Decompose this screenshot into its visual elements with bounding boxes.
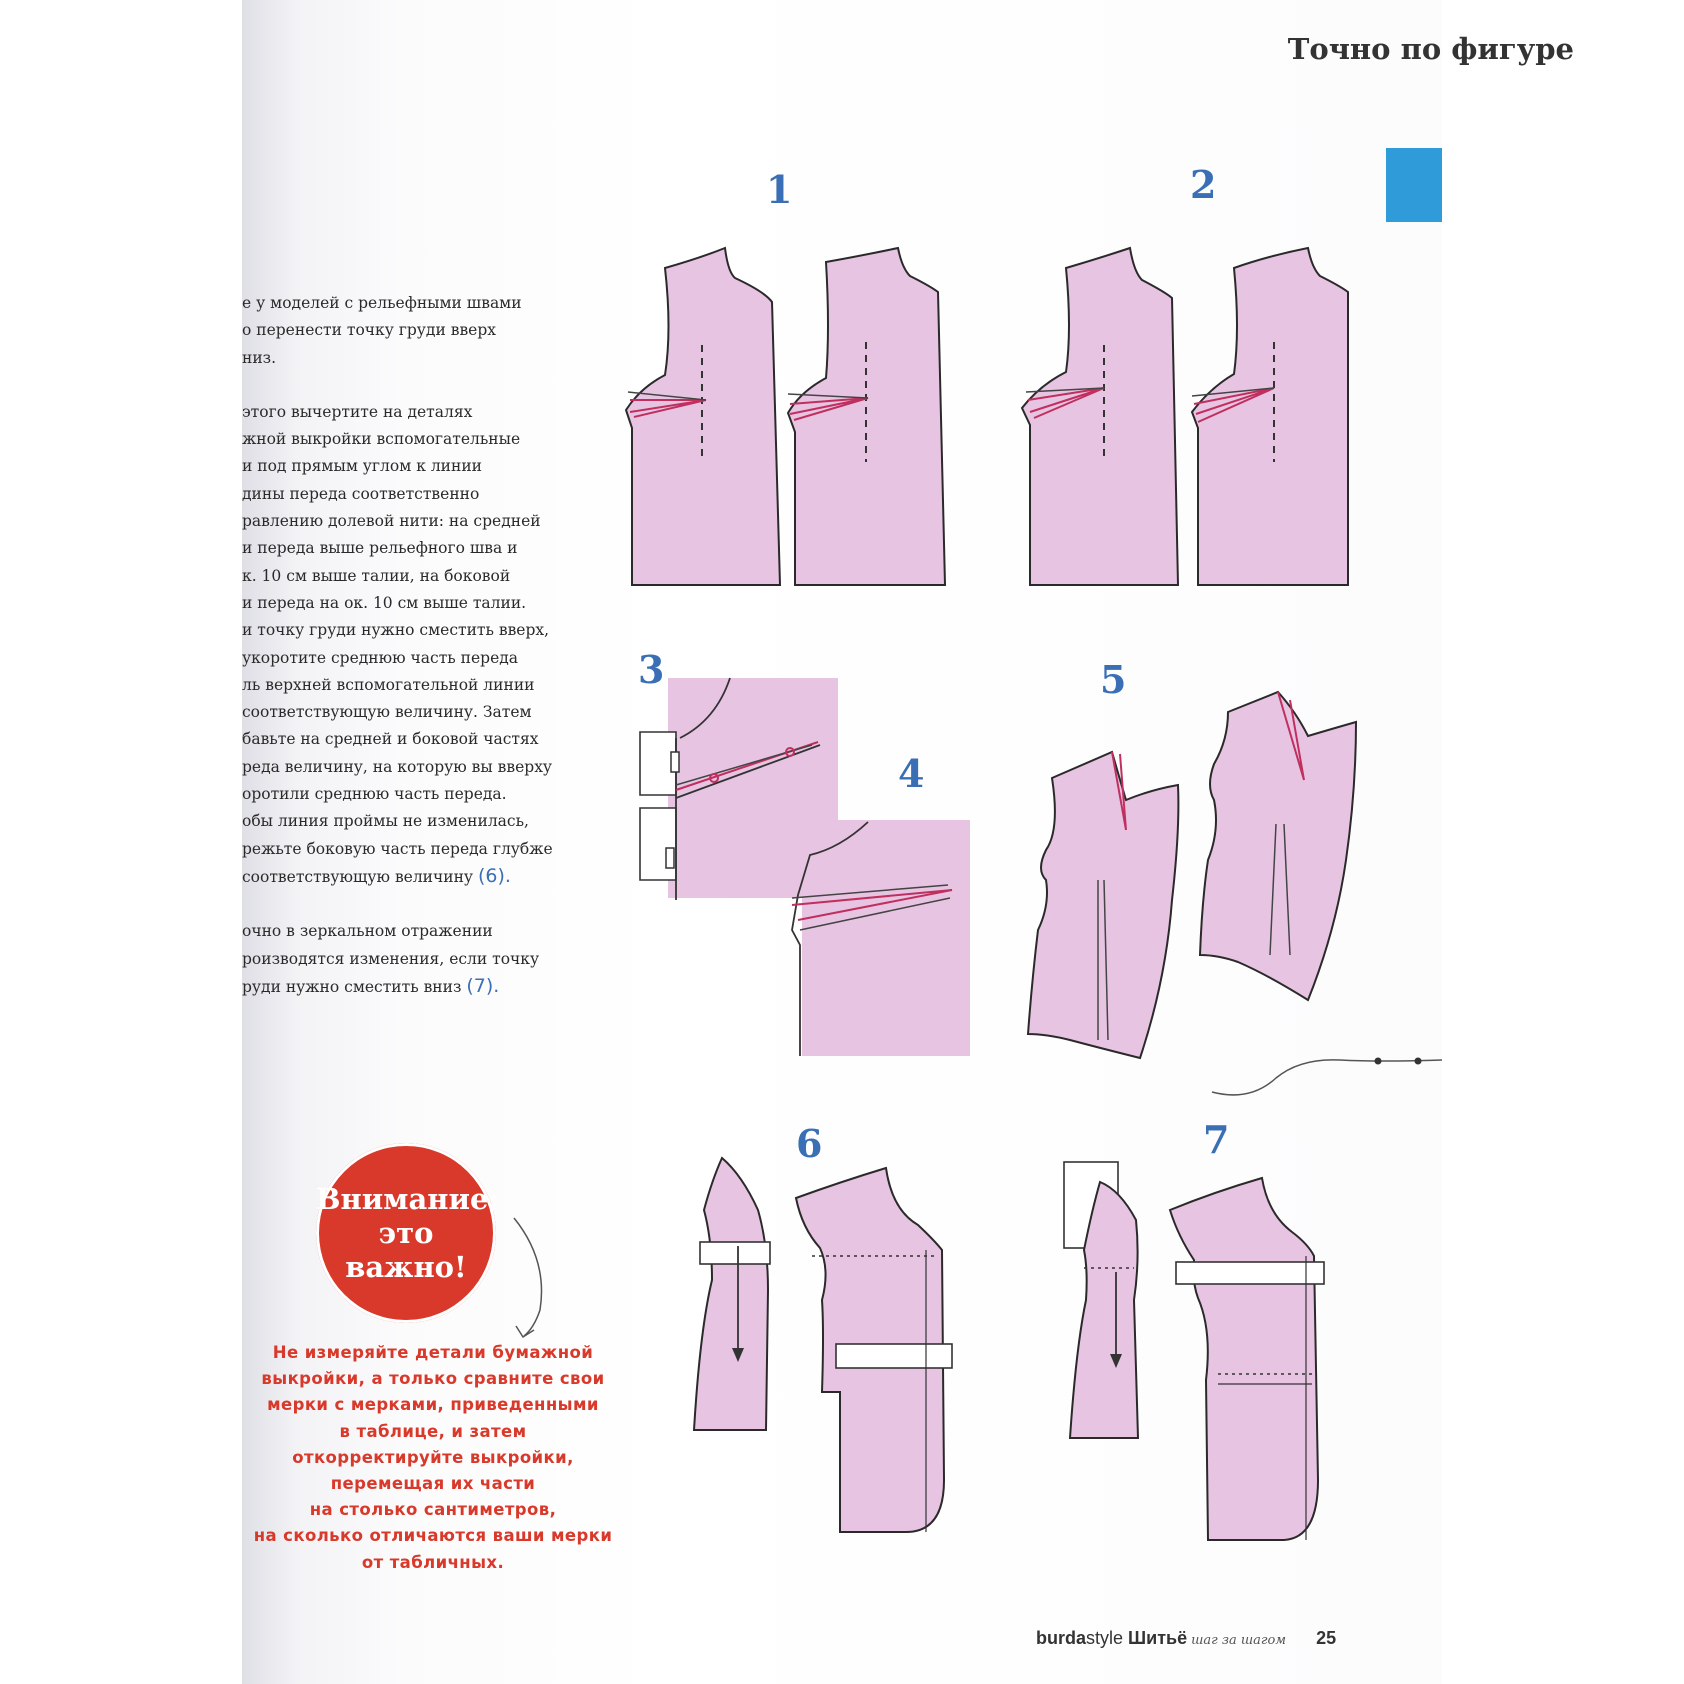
text-line: бавьте на средней и боковой частях [242, 730, 539, 749]
text-line: режьте боковую часть переда глубже [242, 839, 553, 858]
text-line: равлению долевой нити: на средней [242, 512, 541, 531]
text-line: дины переда соответственно [242, 484, 480, 503]
page-footer [1036, 1628, 1336, 1649]
decorative-curve [1212, 1060, 1442, 1095]
note-line: в таблице, и затем [339, 1421, 527, 1441]
text-line: обы линия проймы не изменилась, [242, 812, 529, 831]
text-line: к. 10 см выше талии, на боковой [242, 566, 511, 585]
brand-burda: burda [1036, 1628, 1087, 1648]
text-line: реда величину, на которую вы вверху [242, 757, 553, 776]
decorative-dot [1375, 1058, 1382, 1065]
figure-number-4: 4 [898, 751, 925, 796]
text-line: е у моделей с рельефными швами [242, 294, 522, 312]
text-line: и переда на ок. 10 см выше талии. [242, 593, 527, 612]
text-line: и под прямым углом к линии [242, 457, 482, 476]
figure-6-pattern-pieces [694, 1158, 952, 1532]
note-line: от табличных. [361, 1552, 505, 1572]
text-line: соответствующую величину. Затем [242, 703, 532, 722]
text-line: этого вычертите на деталях [242, 402, 473, 421]
text-line: очно в зеркальном отражении [242, 922, 493, 941]
text-line: и точку груди нужно сместить вверх, [242, 621, 550, 640]
figure-number-3: 3 [638, 647, 665, 692]
text-line: укоротите среднюю часть переда [242, 648, 519, 667]
page-number: 25 [1316, 1628, 1337, 1648]
text-line: о перенести точку груди вверх [242, 321, 497, 340]
figure-5-pattern-pieces [1028, 692, 1356, 1058]
figure-number-7: 7 [1203, 1117, 1230, 1162]
badge-line-1: Внимание: [316, 1182, 500, 1216]
brand-style: style [1086, 1628, 1124, 1648]
figure-number-6: 6 [796, 1121, 823, 1166]
text-line: низ. [242, 348, 277, 367]
magazine-name: Шитьё [1128, 1628, 1188, 1648]
note-line: на сколько отличаются ваши мерки [253, 1526, 613, 1546]
text-line: роизводятся изменения, если точку [242, 949, 540, 968]
text-line: оротили среднюю часть переда. [242, 785, 507, 804]
figure-7-pattern-pieces [1064, 1162, 1324, 1540]
page-title: Точно по фигуре [1287, 32, 1574, 66]
figure-reference: (7). [466, 974, 500, 997]
figure-number-1: 1 [766, 167, 793, 212]
decorative-dot [1415, 1058, 1422, 1065]
badge-line-2: это важно! [345, 1216, 467, 1284]
figure-reference: (6). [477, 864, 511, 887]
note-line: откорректируйте выкройки, [292, 1447, 574, 1467]
text-line: ль верхней вспомогательной линии [242, 675, 535, 694]
magazine-subtitle: шаг за шагом [1191, 1633, 1287, 1648]
figure-2-pattern-pieces [1022, 248, 1348, 585]
note-line: мерки с мерками, приведенными [267, 1395, 599, 1415]
text-line: и переда выше рельефного шва и [242, 539, 518, 558]
figure-1-pattern-pieces [626, 248, 945, 585]
figure-number-5: 5 [1100, 657, 1127, 702]
note-line: перемещая их части [330, 1474, 536, 1494]
callout-arrow [514, 1218, 542, 1336]
note-line: Не измеряйте детали бумажной [272, 1343, 594, 1362]
text-line: жной выкройки вспомогательные [242, 430, 521, 449]
text-line-body: руди нужно сместить вниз [242, 977, 462, 996]
note-line: на столько сантиметров, [309, 1500, 557, 1520]
figure-4-pattern-piece [792, 820, 970, 1056]
figure-number-2: 2 [1190, 162, 1217, 207]
text-line-body: соответствующую величину [242, 867, 474, 886]
note-line: выкройки, а только сравните свои [261, 1369, 605, 1389]
